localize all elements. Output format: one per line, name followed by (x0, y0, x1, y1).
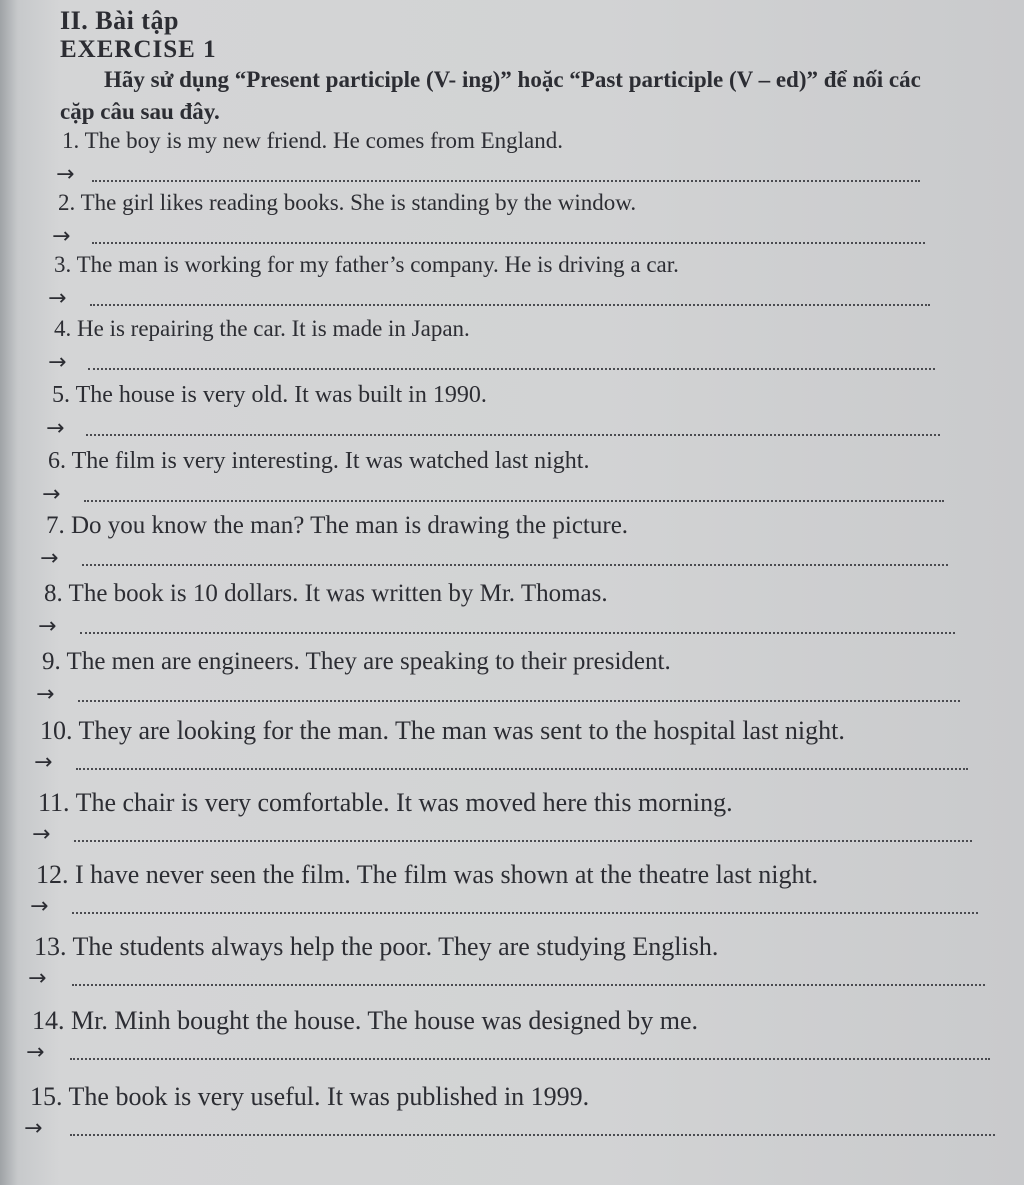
answer-line[interactable] (90, 304, 930, 306)
answer-line[interactable] (80, 632, 955, 634)
exercise-sentence: 15. The book is very useful. It was published in 1999. (30, 1082, 590, 1111)
exercise-item (0, 190, 1000, 250)
exercise-sentence: 13. The students always help the poor. They are studying English. (34, 932, 719, 961)
answer-arrow-icon: → (52, 224, 71, 249)
exercise-sentence: 3. The man is working for my father’s company. He is driving a car. (54, 252, 679, 277)
answer-line[interactable] (92, 180, 920, 182)
answer-line[interactable] (88, 368, 935, 370)
answer-arrow-icon: → (28, 966, 47, 991)
answer-line[interactable] (70, 1134, 995, 1136)
exercise-item (0, 716, 1000, 776)
answer-arrow-icon: → (42, 482, 61, 507)
exercise-item (0, 128, 1000, 188)
exercise-sentence: 2. The girl likes reading books. She is standing by the window. (58, 190, 637, 215)
exercise-sentence: 14. Mr. Minh bought the house. The house was designed by me. (32, 1006, 699, 1035)
exercise-item (0, 252, 1000, 312)
answer-line[interactable] (76, 768, 968, 770)
answer-line[interactable] (74, 840, 972, 842)
answer-line[interactable] (70, 1058, 990, 1060)
answer-arrow-icon: → (46, 416, 65, 441)
exercise-item (0, 512, 1000, 572)
answer-line[interactable] (82, 564, 948, 566)
exercise-sentence: 12. I have never seen the film. The film was shown at the theatre last night. (36, 860, 819, 889)
exercise-instruction: Hãy sử dụng “Present participle (V- ing)” hoặc “Past participle (V – ed)” để nối các cặp câu sau đây. (60, 67, 921, 124)
answer-arrow-icon: → (26, 1040, 45, 1065)
exercise-item (0, 648, 1000, 708)
answer-arrow-icon: → (48, 286, 67, 311)
exercise-sentence: 7. Do you know the man? The man is drawing the picture. (46, 512, 629, 539)
answer-arrow-icon: → (32, 822, 51, 847)
exercise-item (0, 788, 1000, 848)
exercise-item (0, 932, 1000, 992)
answer-arrow-icon: → (38, 614, 57, 639)
answer-arrow-icon: → (56, 162, 75, 187)
exercise-item (0, 316, 1000, 376)
answer-line[interactable] (78, 700, 960, 702)
section-title: II. Bài tập (60, 6, 179, 35)
answer-arrow-icon: → (48, 350, 67, 375)
exercise-item (0, 860, 1000, 920)
answer-arrow-icon: → (30, 894, 49, 919)
exercise-sentence: 5. The house is very old. It was built in 1990. (52, 382, 487, 408)
answer-line[interactable] (72, 912, 978, 914)
exercise-item (0, 1082, 1000, 1142)
answer-arrow-icon: → (36, 682, 55, 707)
answer-line[interactable] (92, 242, 925, 244)
exercise-item (0, 382, 1000, 442)
exercise-sentence: 6. The film is very interesting. It was watched last night. (48, 448, 590, 474)
exercise-sentence: 9. The men are engineers. They are speaking to their president. (42, 648, 671, 675)
exercise-sentence: 10. They are looking for the man. The man was sent to the hospital last night. (40, 716, 845, 745)
exercise-title: EXERCISE 1 (60, 36, 217, 63)
answer-arrow-icon: → (24, 1116, 43, 1141)
answer-arrow-icon: → (40, 546, 59, 571)
exercise-sentence: 11. The chair is very comfortable. It was moved here this morning. (38, 788, 733, 817)
answer-line[interactable] (86, 434, 940, 436)
exercise-item (0, 580, 1000, 640)
exercise-item (0, 448, 1000, 508)
exercise-sentence: 4. He is repairing the car. It is made in Japan. (54, 316, 470, 341)
answer-line[interactable] (72, 984, 985, 986)
exercise-sentence: 8. The book is 10 dollars. It was written by Mr. Thomas. (44, 580, 608, 607)
exercise-sentence: 1. The boy is my new friend. He comes from England. (62, 128, 563, 153)
answer-arrow-icon: → (34, 750, 53, 775)
answer-line[interactable] (84, 500, 944, 502)
exercise-item (0, 1006, 1000, 1066)
